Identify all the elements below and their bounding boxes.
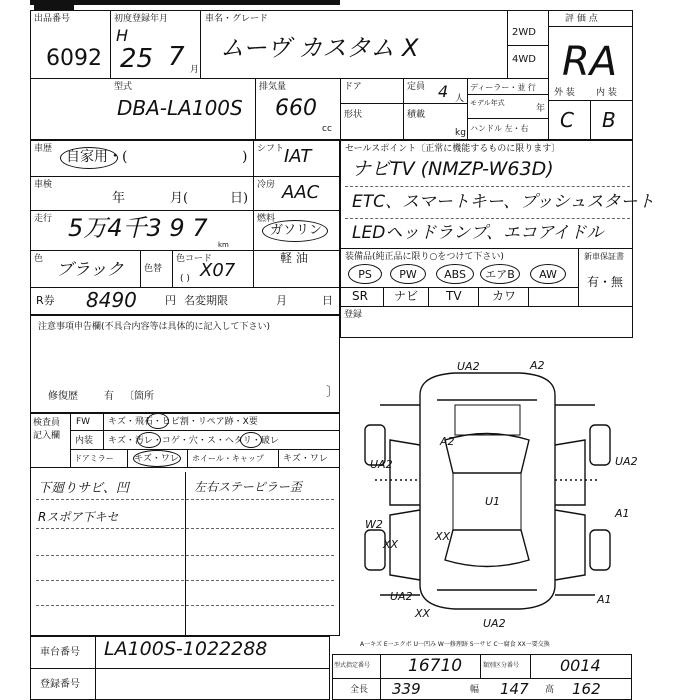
displacement-label: 排気量 [259, 82, 287, 92]
mark-uA2-bottom: UA2 [483, 617, 506, 630]
equipment-item: SR [352, 289, 368, 303]
diagram-legend: A一キズ E一エクボ U一凹み W一修理跡 S一サビ C一腐食 XX一要交換 [360, 641, 550, 648]
equipment-divider [428, 287, 429, 306]
car-name-label: 車名・グレード [205, 14, 269, 24]
lot-number: 6092 [46, 46, 102, 71]
note-line [36, 528, 334, 529]
year-unit: 年 [536, 104, 546, 114]
chassis-number: LA100S-1022288 [104, 638, 268, 660]
note-line [36, 605, 334, 606]
note-left-2: Rスポア下キセ [38, 510, 119, 524]
repair-value: 有 [104, 391, 114, 402]
registration-label: 登録 [344, 310, 363, 320]
mirror-circle [133, 450, 181, 467]
inspection-year-unit: 年 [112, 191, 126, 206]
load-unit: kg [455, 128, 466, 138]
shift-label: シフト [257, 144, 285, 154]
equipment-label: 装備品(純正品に限り○をつけて下さい) [345, 252, 504, 262]
width: 147 [500, 680, 529, 698]
equipment-divider [528, 287, 529, 306]
category-number: 0014 [560, 656, 601, 675]
length-label: 全長 [350, 685, 369, 695]
car-type-label: 車歴 [34, 144, 53, 154]
door-mirror-label: ドアミラー [74, 454, 114, 463]
new-car-warranty-label: 新車保証書 [584, 252, 624, 261]
handle-label: ハンドル 左・右 [470, 124, 529, 133]
note-line [36, 580, 334, 581]
equipment-item: カワ [492, 289, 517, 303]
width-label: 幅 [470, 685, 480, 695]
equipment-item: PS [348, 264, 382, 284]
capacity-label: 定員 [407, 82, 426, 92]
name-change-day: 日 [322, 294, 333, 307]
mark-A1-right: A1 [615, 507, 630, 520]
top-corner-block [34, 0, 74, 10]
recycle: 8490 [86, 288, 137, 312]
interior-row-items: キズ・汚レ・コゲ・穴・ス・ヘタリ・破レ [108, 436, 279, 446]
note-line [36, 499, 334, 500]
inspector-label-1: 検査員 [33, 418, 61, 428]
capacity: 4 [438, 82, 449, 101]
capacity-unit: 人 [455, 94, 465, 104]
color-label: 色 [34, 254, 44, 264]
length: 339 [392, 680, 421, 698]
equipment-item: AW [530, 264, 566, 284]
door-mirror-items: キズ・ワレ [134, 454, 179, 464]
mark-A1-bottom: A1 [597, 593, 612, 606]
note-right-1: 左右ステーピラー歪 [194, 480, 302, 494]
repair-close: 〕 [326, 385, 340, 400]
burn-circle [240, 432, 262, 448]
exterior-label: 外 装 [554, 88, 575, 98]
stain-circle [137, 432, 161, 448]
fw-label: FW [76, 417, 91, 427]
mark-w2: W2 [365, 518, 383, 531]
car-diagram [345, 345, 638, 635]
car-type-close: ) [242, 149, 248, 165]
recycle-label: R券 [36, 294, 55, 307]
color-code-parens: ( ) [180, 274, 190, 284]
mark-uA2-bottom-left: UA2 [390, 590, 413, 603]
sales-line-3: LEDヘッドランプ、エコアイドル [352, 223, 604, 243]
sales-line-1: ナビTV (NMZP-W63D) [352, 158, 554, 180]
mark-uA2-right: UA2 [615, 455, 638, 468]
mark-A2-top: A2 [530, 359, 545, 372]
reg-year: 25 [120, 44, 154, 74]
month-unit: 月 [190, 65, 200, 75]
note-left-1: 下廻りサビ、凹 [38, 481, 129, 496]
doors-label: ドア [344, 82, 362, 92]
name-change-month: 月 [276, 294, 287, 307]
interior-grade: B [602, 108, 616, 132]
reg-month: 7 [168, 42, 185, 72]
new-car-warranty: 有・無 [587, 275, 624, 289]
grade-label: 評 価 点 [565, 14, 598, 24]
equipment-divider [478, 287, 479, 306]
color: ブラック [56, 260, 124, 280]
lot-label: 出品番号 [34, 14, 71, 24]
repair-label: 修復歴 [48, 391, 78, 402]
wheel-items: キズ・ワレ [283, 454, 328, 464]
fuel-label: 燃料 [257, 214, 276, 224]
sales-label: セールスポイント〔正常に機能するものに限ります〕 [345, 144, 561, 154]
dealer-label: ディーラー・並 行 [470, 83, 536, 92]
model-label: 型式 [114, 82, 133, 92]
equipment-item: ABS [436, 264, 474, 284]
exterior-grade: C [560, 108, 574, 132]
shift: IAT [284, 146, 312, 167]
form-number-label: 型式指定番号 [334, 662, 371, 669]
car-type: 自家用・( [66, 149, 128, 165]
fuel: ガソリン [270, 223, 323, 238]
mark-A2-mid: A2 [440, 435, 455, 448]
first-reg-label: 初度登録年月 [114, 14, 169, 24]
aircon-label: 冷房 [257, 180, 276, 190]
interior-label: 内 装 [596, 88, 617, 98]
height: 162 [572, 680, 601, 698]
chassis-label: 車台番号 [40, 647, 80, 658]
height-label: 高 [545, 685, 555, 695]
mark-xx-left: XX [383, 538, 399, 551]
mileage-unit: km [218, 241, 229, 249]
fw-items: キズ・飛石・ヒビ割・リペア跡・X要 [108, 417, 258, 427]
chip-circle [147, 413, 169, 429]
fuel-alt: 軽 油 [280, 251, 308, 265]
mark-uA2-top: UA2 [457, 360, 480, 373]
color-code-label: 色コード [176, 254, 213, 264]
car-name: ムーヴ カスタム X [220, 34, 419, 62]
inspection-day-unit: 日) [230, 191, 249, 206]
mark-uA2-left: UA2 [370, 458, 393, 471]
category-label: 類別区分番号 [483, 662, 520, 669]
inspection-month-unit: 月( [170, 191, 189, 206]
mark-xx-center: XX [435, 530, 451, 543]
equipment-item: エアB [480, 264, 520, 284]
load-label: 積載 [407, 110, 426, 120]
recycle-unit: 円 [165, 294, 176, 307]
color-change-label: 色替 [144, 264, 163, 274]
form-number: 16710 [408, 656, 463, 676]
equipment-divider [383, 287, 384, 306]
top-border-strip [30, 0, 340, 5]
displacement-unit: cc [322, 124, 332, 134]
model-code: DBA-LA100S [117, 96, 243, 120]
name-change-label: 名変期限 [184, 294, 228, 307]
sales-line-2: ETC、スマートキー、プッシュスタート [352, 192, 655, 212]
color-code: X07 [200, 260, 236, 281]
equipment-item: TV [446, 289, 462, 303]
mileage-label: 走行 [34, 214, 53, 224]
aircon: AAC [282, 182, 320, 203]
drive-4wd: 4WD [512, 54, 536, 65]
grade: RA [562, 39, 618, 85]
mileage: 5万4千3 9 7 [68, 214, 208, 242]
mark-xx-bottom: XX [415, 607, 431, 620]
repair-location: 〔箇所 [124, 391, 154, 402]
interior-row-label: 内装 [75, 436, 94, 446]
inspection-label: 車検 [34, 180, 53, 190]
equipment-item: ナビ [394, 289, 419, 303]
note-line [36, 555, 334, 556]
mark-u1: U1 [485, 495, 501, 508]
inspector-label-2: 記入欄 [33, 431, 61, 441]
shape-label: 形状 [344, 110, 363, 120]
equipment-item: PW [390, 264, 426, 284]
wheel-label: ホイール・キャップ [192, 454, 264, 463]
model-year-label: モデル年式 [470, 99, 505, 107]
registration-number-label: 登録番号 [40, 679, 80, 690]
era: H [116, 26, 129, 45]
drive-2wd: 2WD [512, 27, 536, 38]
notice-label: 注意事項申告欄(不具合内容等は具体的に記入して下さい) [38, 322, 271, 332]
displacement: 660 [275, 96, 317, 121]
